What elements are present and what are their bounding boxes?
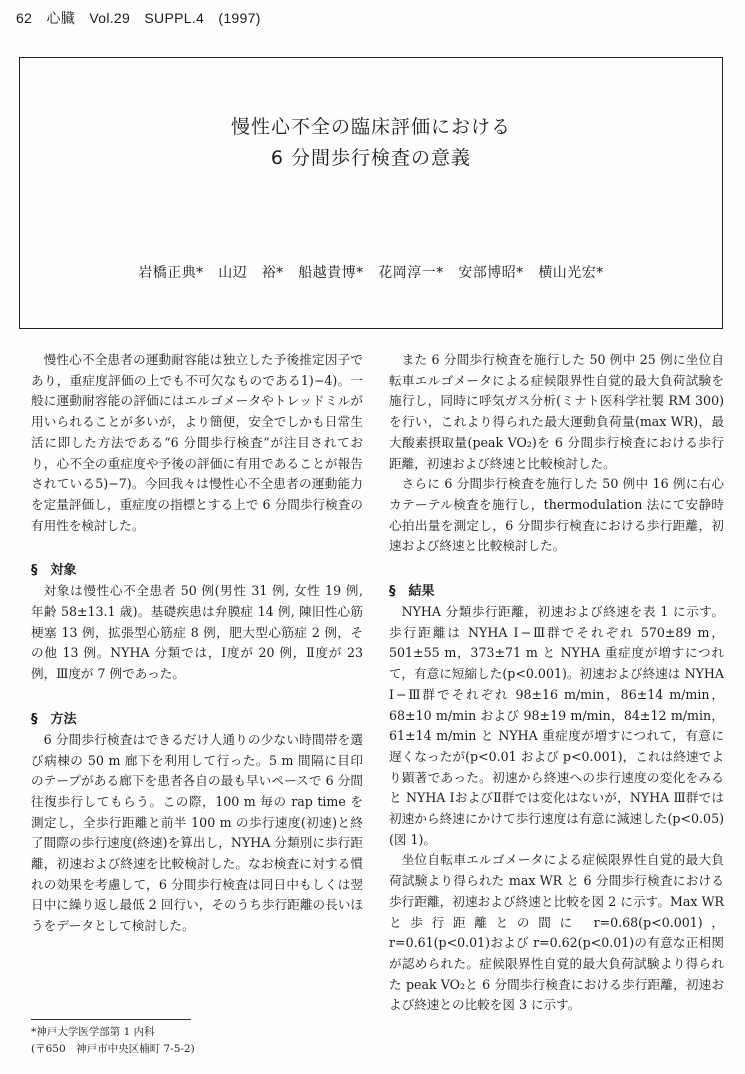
footnote-affiliation: *神戸大学医学部第 1 内科 [31,1026,155,1038]
author-list: 岩橋正典* 山辺 裕* 船越貴博* 花岡淳一* 安部博昭* 横山光宏* [138,265,604,281]
left-column [31,350,363,937]
results-paragraph-2: 坐位自転車エルゴメータによる症候限界性自覚的最大負荷試験より得られた max WR と 6 分間歩行検査における歩行距離，初速および終速と比較を図 2 に示す。Max WR と歩行距離との間に r=0.68(p<0.001)，r=0.61(p<0.01)および r=0.62(p<0.01)の有意な正相関が認められた。症候限界性自覚的最大負荷試験より得られた peak VO₂と 6 分間歩行検査における歩行距離，初速および終速との比較を図 3 に示す。 [389,852,724,1013]
subjects-heading: § 対象 [31,563,77,579]
subjects-paragraph: 対象は慢性心不全患者 50 例(男性 31 例, 女性 19 例, 年齢 58±13.1 歳)。基礎疾患は弁膜症 14 例, 陳旧性心筋梗塞 13 例，拡張型心筋症 8 例，肥大型心筋症 2 例，その他 13 例。NYHA 分類では，Ⅰ度が 20 例，Ⅱ度が 23 例，Ⅲ度が 7 例であった。 [31,583,363,682]
right-column [389,350,724,1016]
footnote-divider [31,1019,191,1020]
methods-paragraph: 6 分間歩行検査はできるだけ人通りの少ない時間帯を選び病棟の 50 m 廊下を利用して行った。5 m 間隔に目印のテープがある廊下を患者各自の最も早いペースで 6 分間往復歩行してもらう。この際，100 m 毎の rap time を測定し，全歩行距離と前半 100 m の歩行速度(初速)と終了間際の歩行速度(終速)を算出し，NYHA 分類別に歩行距離，初速および終速を比較検討した。なお検査に対する慣れの効果を考慮して，6 分間歩行検査は同日中もしくは翌日中に繰り返し最低 2 回行い，そのうち歩行距離の長いほうをデータとして検討した。 [31,731,363,934]
results-heading: § 結果 [389,584,435,600]
title-box [19,57,723,329]
paper-title [20,112,722,174]
methods-heading: § 方法 [31,711,77,727]
title-line-1: 慢性心不全の臨床評価における [230,116,511,138]
methods-paragraph-3: さらに 6 分間歩行検査を施行した 50 例中 16 例に右心カテーテル検査を施行し，thermodulation 法にて安静時心拍出量を測定し，6 分間歩行検査における歩行距離，初速および終速と比較検討した。 [389,476,724,554]
intro-paragraph: 慢性心不全患者の運動耐容能は独立した予後推定因子であり，重症度評価の上でも不可欠なものである1)−4)。一般に運動耐容能の評価にはエルゴメータやトレッドミルが用いられることが多いが，より簡便，安全でしかも日常生活に即した方法である“6 分間歩行検査”が注目されており，心不全の重症度や予後の評価に有用であることが報告されている5)−7)。今回我々は慢性心不全患者の運動能力を定量評価し，重症度の指標とする上で 6 分間歩行検査の有用性を検討した。 [31,352,363,533]
methods-paragraph-2: また 6 分間歩行検査を施行した 50 例中 25 例に坐位自転車エルゴメータによる症候限界性自覚的最大負荷試験を施行し，同時に呼気ガス分析(ミナト医科学社製 RM 300)を行い，これより得られた最大運動負荷量(max WR)，最大酸素摂取量(peak VO₂)を 6 分間歩行検査における歩行距離，初速および終速と比較検討した。 [389,352,724,471]
running-head: 62 心臓 Vol.29 SUPPL.4 (1997) [16,10,261,26]
title-line-2: 6 分間歩行検査の意義 [270,147,472,169]
footnote-address: (〒650 神戸市中央区楠町 7-5-2) [31,1043,195,1055]
footnote [31,1024,361,1058]
results-paragraph-1: NYHA 分類歩行距離，初速および終速を表 1 に示す。歩行距離は NYHA Ⅰ−Ⅲ群でそれぞれ 570±89 m，501±55 m，373±71 m と NYHA 重症度が増すにつれて，有意に短縮した(p<0.001)。初速および終速は NYHA Ⅰ−Ⅲ群でそれぞれ 98±16 m/min，86±14 m/min，68±10 m/min および 98±19 m/min，84±12 m/min，61±14 m/min と NYHA 重症度が増すにつれて，有意に遅くなったが(p<0.01 および p<0.001)，これは終速でより顕著であった。初速から終速への歩行速度の変化をみると NYHA ⅠおよびⅡ群では変化はないが，NYHA Ⅲ群では初速から終速にかけて歩行速度は有意に減速した(p<0.05)(図 1)。 [389,604,724,847]
